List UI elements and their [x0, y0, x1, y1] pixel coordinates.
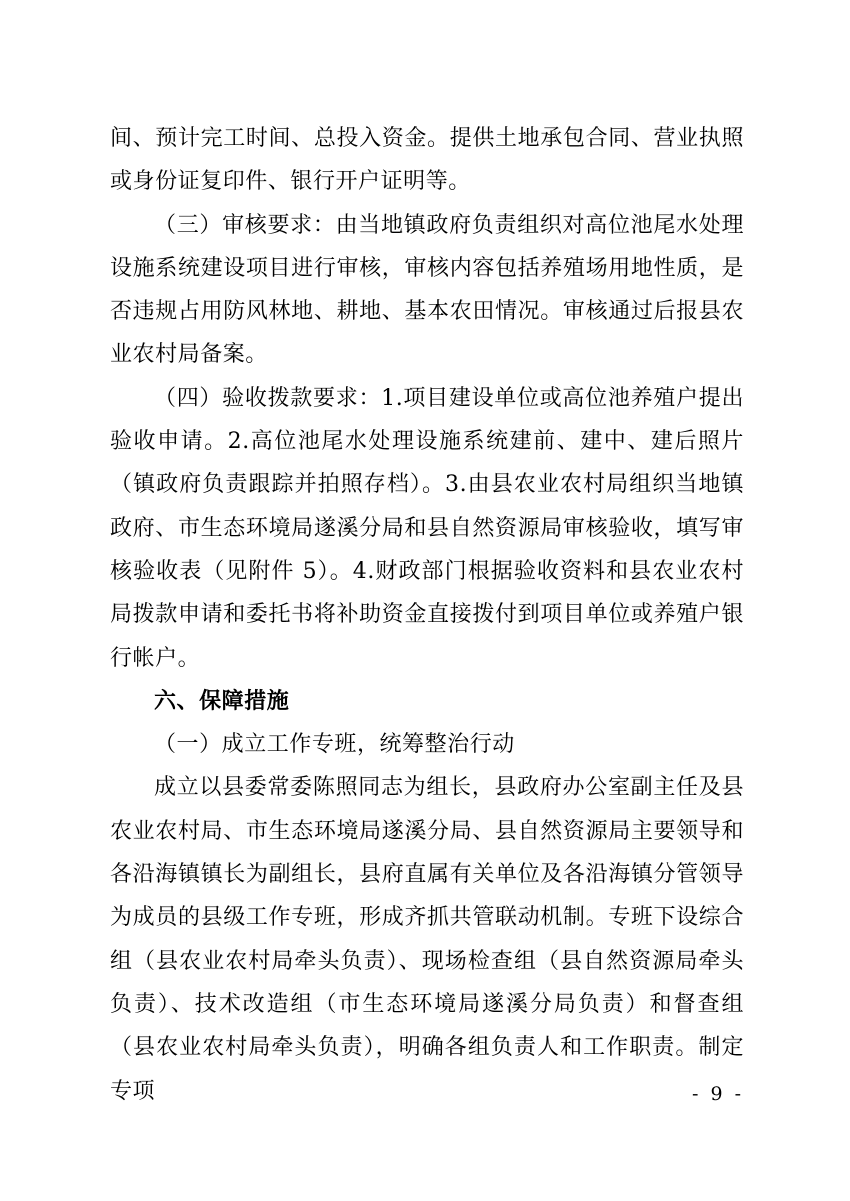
page-number: - 9 - — [691, 1083, 744, 1105]
document-body — [110, 117, 744, 1113]
paragraph-continuation: 间、预计完工时间、总投入资金。提供土地承包合同、营业执照或身份证复印件、银行开户证明等。 — [110, 126, 744, 195]
subsection-heading-1-work-team: （一）成立工作专班，统筹整治行动 — [154, 732, 515, 758]
paragraph-work-team-details: 成立以县委常委陈照同志为组长，县政府办公室副主任及县农业农村局、市生态环境局遂溪分局、县自然资源局主要领导和各沿海镇镇长为副组长，县府直属有关单位及各沿海镇分管领导为成员的县级工作专班，形成齐抓共管联动机制。专班下设综合组（县农业农村局牵头负责）、现场检查组（县自然资源局牵头负责）、技术改造组（市生态环境局遂溪分局负责）和督查组（县农业农村局牵头负责），明确各组负责人和工作职责。制定专项 — [110, 775, 744, 1104]
paragraph-item-3-review-requirements: （三）审核要求：由当地镇政府负责组织对高位池尾水处理设施系统建设项目进行审核，审核内容包括养殖场用地性质，是否违规占用防风林地、耕地、基本农田情况。审核通过后报县农业农村局备案。 — [110, 212, 744, 368]
paragraph-item-4-acceptance-funding-requirements: （四）验收拨款要求：1.项目建设单位或高位池养殖户提出验收申请。2.高位池尾水处理设施系统建前、建中、建后照片（镇政府负责跟踪并拍照存档）。3.由县农业农村局组织当地镇政府、市生态环境局遂溪分局和县自然资源局审核验收，填写审核验收表（见附件 5）。4.财政部门根据验收资料和县农业农村局拨款申请和委托书将补助资金直接拨付到项目单位或养殖户银行帐户。 — [110, 385, 744, 671]
section-heading-6-safeguard-measures: 六、保障措施 — [154, 688, 290, 714]
